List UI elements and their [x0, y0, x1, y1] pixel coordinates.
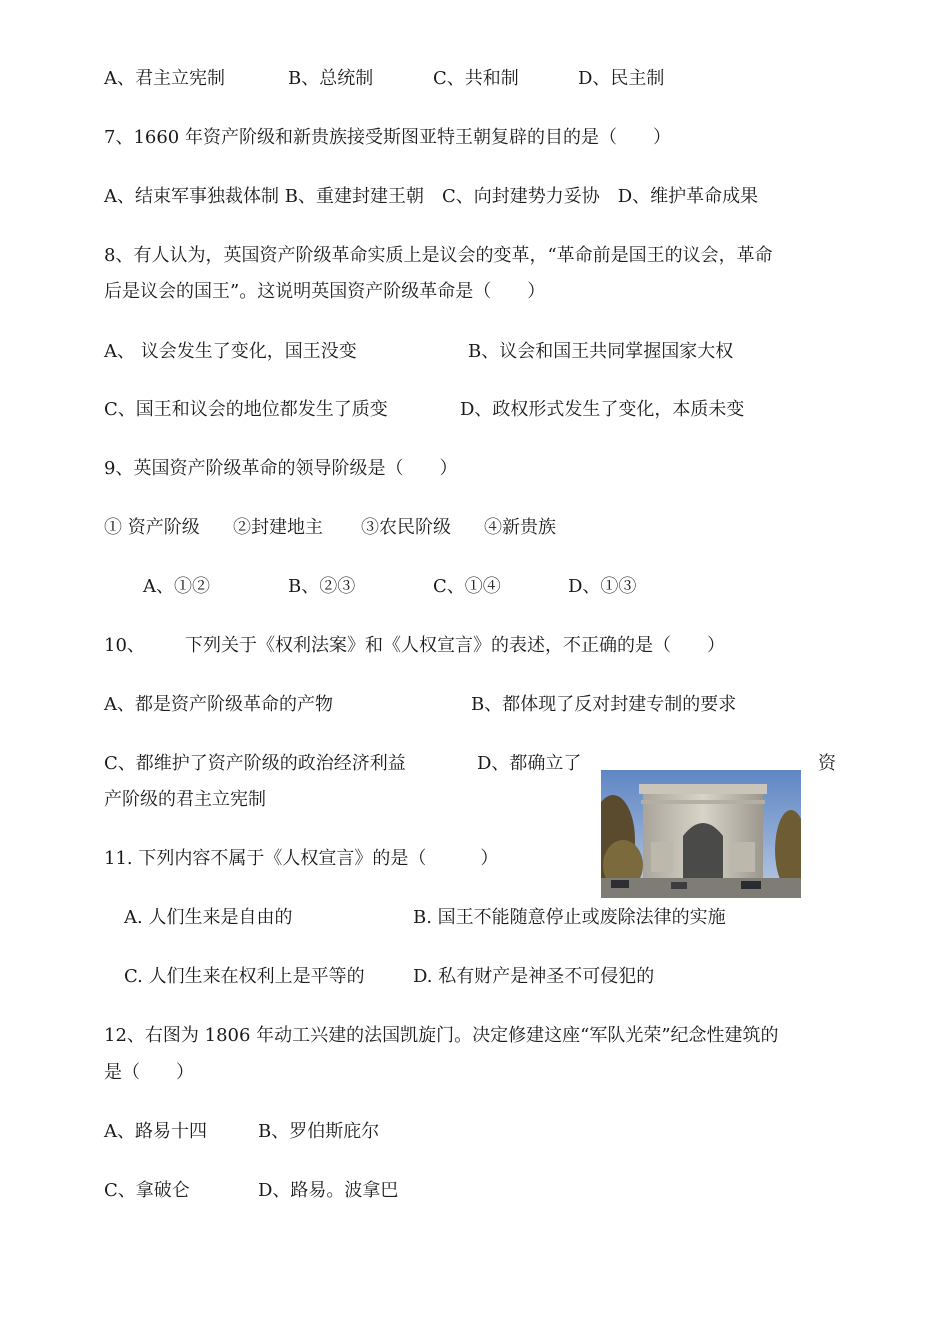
q8-option-d: D、政权形式发生了变化，本质未变 — [460, 399, 745, 420]
q10-stem: 下列关于《权利法案》和《人权宣言》的表述，不正确的是（ ） — [185, 635, 725, 656]
q8-option-c: C、国王和议会的地位都发生了质变 — [104, 399, 388, 420]
q8-stem-line1: 8、有人认为，英国资产阶级革命实质上是议会的变革，“革命前是国王的议会，革命 — [104, 245, 773, 266]
q9-option-b: B、②③ — [288, 576, 356, 597]
q9-stem: 9、英国资产阶级革命的领导阶级是（ ） — [104, 458, 458, 479]
arc-de-triomphe-image — [601, 770, 801, 898]
q10-option-c: C、都维护了资产阶级的政治经济利益 — [104, 753, 406, 774]
arc-de-triomphe-photo — [601, 770, 801, 898]
q12-option-a: A、路易十四 — [104, 1121, 207, 1142]
q12-stem-line2: 是（ ） — [104, 1062, 194, 1083]
q10-option-b: B、都体现了反对封建专制的要求 — [471, 694, 737, 715]
q10-number: 10、 — [104, 635, 145, 656]
q11-option-c: C. 人们生来在权利上是平等的 — [124, 966, 365, 987]
q9-item-2: ②封建地主 — [233, 517, 323, 538]
q6-option-a: A、君主立宪制 — [104, 68, 225, 89]
q9-option-a: A、①② — [143, 576, 210, 597]
q8-option-b: B、议会和国王共同掌握国家大权 — [468, 341, 734, 362]
q10-option-a: A、都是资产阶级革命的产物 — [104, 694, 333, 715]
q8-stem-line2: 后是议会的国王”。这说明英国资产阶级革命是（ ） — [104, 281, 546, 302]
q10-option-d-continued: 资 — [818, 753, 836, 774]
q10-option-d-line2: 产阶级的君主立宪制 — [104, 789, 266, 810]
q6-option-c: C、共和制 — [433, 68, 519, 89]
q11-stem: 11. 下列内容不属于《人权宣言》的是（ ） — [104, 848, 499, 869]
q11-option-b: B. 国王不能随意停止或废除法律的实施 — [413, 907, 726, 928]
q6-option-d: D、民主制 — [578, 68, 665, 89]
q9-item-1: ① 资产阶级 — [104, 517, 200, 538]
q9-option-d: D、①③ — [568, 576, 637, 597]
q12-option-d: D、路易。波拿巴 — [258, 1180, 399, 1201]
q6-option-b: B、总统制 — [288, 68, 374, 89]
q11-option-a: A. 人们生来是自由的 — [124, 907, 293, 928]
q7-options: A、结束军事独裁体制 B、重建封建王朝 C、向封建势力妥协 D、维护革命成果 — [104, 186, 759, 207]
q9-item-3: ③农民阶级 — [361, 517, 451, 538]
q9-item-4: ④新贵族 — [484, 517, 556, 538]
q10-option-d: D、都确立了 — [477, 753, 582, 774]
q12-option-b: B、罗伯斯庇尔 — [258, 1121, 380, 1142]
q8-option-a: A、 议会发生了变化，国王没变 — [104, 341, 357, 362]
q12-option-c: C、拿破仑 — [104, 1180, 190, 1201]
q9-option-c: C、①④ — [433, 576, 501, 597]
q12-stem-line1: 12、右图为 1806 年动工兴建的法国凯旋门。决定修建这座“军队光荣”纪念性建筑的 — [104, 1025, 779, 1046]
q7-stem: 7、1660 年资产阶级和新贵族接受斯图亚特王朝复辟的目的是（ ） — [104, 127, 671, 148]
q11-option-d: D. 私有财产是神圣不可侵犯的 — [413, 966, 655, 987]
